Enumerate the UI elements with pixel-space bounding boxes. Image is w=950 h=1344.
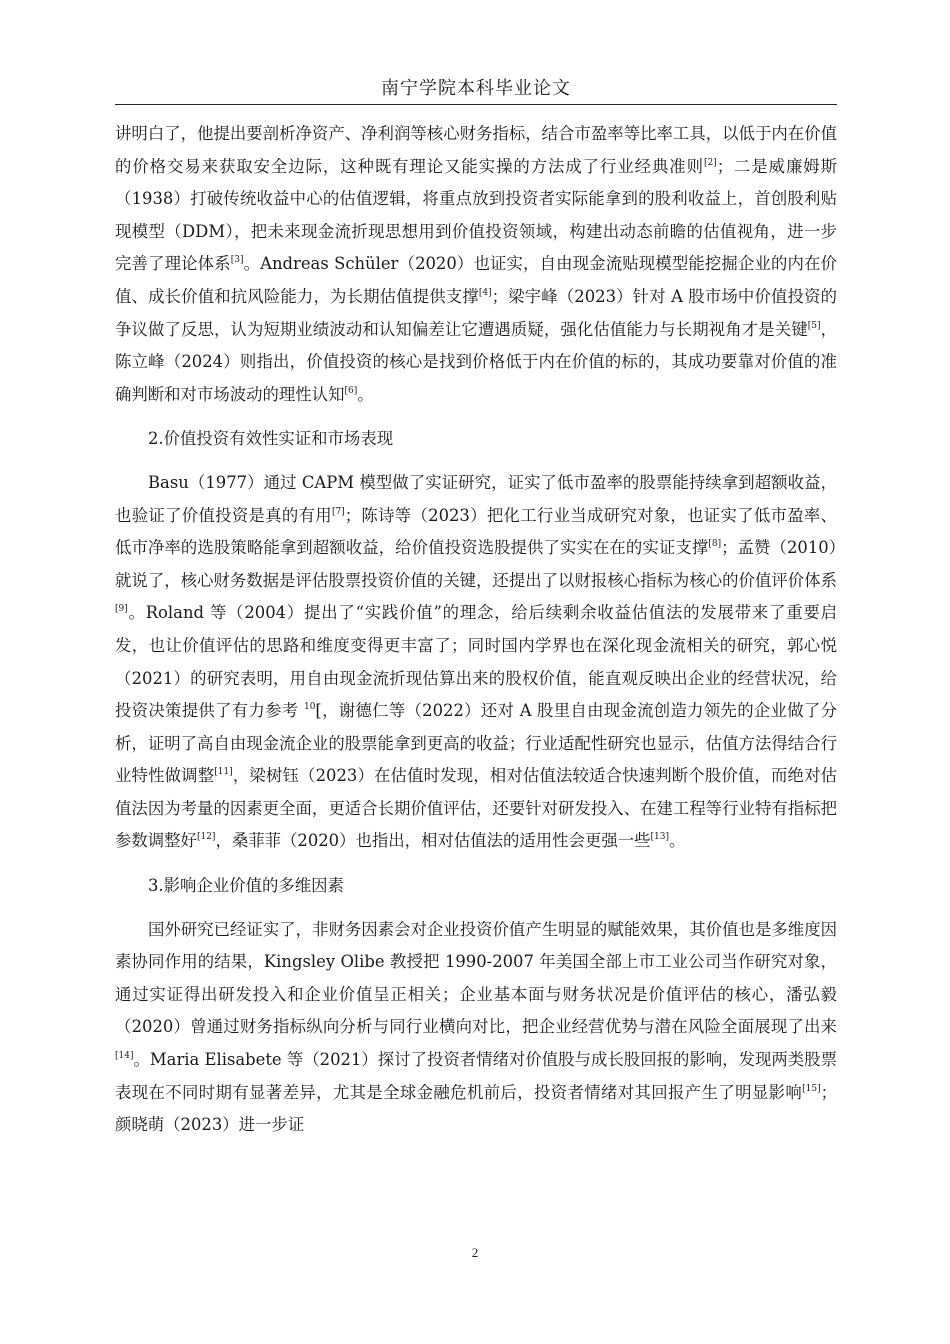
text-run: ；陈诗等（2023）把化工行业当成研究对象，也证实了低市盈率、低市净率的选股策略能拿到超额收益，给价值投资选股提供了实实在在的实证支撑 xyxy=(115,505,837,558)
section-heading-3: 3.影响企业价值的多维因素 xyxy=(148,876,344,896)
paragraph-value-factors xyxy=(115,914,837,1142)
text-run: 讲明白了，他提出要剖析净资产、净利润等核心财务指标，结合市盈率等比率工具，以低于内在价值的价格交易来获取安全边际，这种既有理论又能实操的方法成了行业经典准则 xyxy=(115,124,837,176)
citation: [15] xyxy=(802,1083,821,1094)
text-run: 。Andreas Schüler（2020）也证实，自由现金流贴现模型能挖掘企业的内在价值、成长价值和抗风险能力，为长期估值提供支撑 xyxy=(115,254,837,306)
text-run: [，谢德仁等（2022）还对 A 股里自由现金流创造力领先的企业做了分析，证明了高自由现金流企业的股票能拿到更高的收益；行业适配性研究也显示，估值方法得结合行业特性做调整 xyxy=(115,701,837,786)
citation: [9] xyxy=(115,604,128,615)
citation: [12] xyxy=(196,832,216,843)
citation: [3] xyxy=(230,255,244,266)
text-run: 。 xyxy=(357,384,374,404)
text-run: ；梁宇峰（2023）针对 A 股市场中价值投资的争议做了反思，认为短期业绩波动和认知偏差让它遭遇质疑，强化估值能力与长期视角才是关键 xyxy=(115,286,837,339)
paragraph-empirical-evidence xyxy=(115,467,837,858)
text-run: ；颜晓萌（2023）进一步证 xyxy=(115,1082,837,1135)
paragraph-value-investing-theory xyxy=(115,118,837,411)
citation: [13] xyxy=(650,832,670,843)
text-run: 。Roland 等（2004）提出了“实践价值”的理念，给后续剩余收益估值法的发展带来了重要启发，也让价值评估的思路和维度变得更丰富了；同时国内学界也在深化现金流相关的研究，郭心悦（2021）的研究表明，用自由现金流折现估算出来的股权价值，能直观反映出企业的经营状况，给投资决策提供了有力参考 xyxy=(115,603,837,721)
text-run: ，陈立峰（2024）则指出，价值投资的核心是找到价格低于内在价值的标的，其成功要靠对价值的准确判断和对市场波动的理性认知 xyxy=(115,319,838,404)
header-rule xyxy=(115,104,837,105)
text-run: 国外研究已经证实了，非财务因素会对企业投资价值产生明显的赋能效果，其价值也是多维度因素协同作用的结果，Kingsley Olibe 教授把 1990-2007 年美国全部上市工业公司当作研究对象，通过实证得出研发投入和企业价值呈正相关；企业基本面与财务状况是价值评估的核心，潘弘毅（2020）曾通过财务指标纵向分析与同行业横向对比，把企业经营优势与潜在风险全面展现了出来 xyxy=(115,919,837,1037)
text-run: ，梁树钰（2023）在估值时发现，相对估值法较适合快速判断个股价值，而绝对估值法因为考量的因素更全面，更适合长期价值评估，还要针对研发投入、在建工程等行业特有指标把参数调整好 xyxy=(115,766,837,851)
citation: [7] xyxy=(331,506,345,517)
text-run: ；二是威廉姆斯（1938）打破传统收益中心的估值逻辑，将重点放到投资者实际能拿到的股利收益上，首创股利贴现模型（DDM），把未来现金流折现思想用到价值投资领域，构建出动态前瞻的估值视角，进一步完善了理论体系 xyxy=(115,156,838,274)
citation: [14] xyxy=(115,1051,134,1062)
citation: [8] xyxy=(708,539,722,550)
citation: [5] xyxy=(807,320,821,331)
text-run: ，桑菲菲（2020）也指出，相对估值法的适用性会更强一些 xyxy=(215,831,651,851)
text-run: ；孟赞（2010）就说了，核心财务数据是评估股票投资价值的关键，还提出了以财报核心指标为核心的价值评价体系 xyxy=(115,538,837,590)
text-run: 。 xyxy=(669,831,686,851)
citation: [4] xyxy=(478,287,492,298)
text-run: 。Maria Elisabete 等（2021）探讨了投资者情绪对价值股与成长股回报的影响，发现两类股票表现在不同时期有显著差异，尤其是全球金融危机前后，投资者情绪对其回报产生了明显影响 xyxy=(115,1050,837,1102)
citation: [11] xyxy=(214,767,233,778)
page-body xyxy=(115,118,837,1142)
section-heading-2: 2.价值投资有效性实证和市场表现 xyxy=(148,429,394,449)
citation: 10 xyxy=(303,702,316,713)
citation: [2] xyxy=(703,157,717,168)
citation: [6] xyxy=(344,385,358,396)
text-run: Basu（1977）通过 CAPM 模型做了实证研究，证实了低市盈率的股票能持续拿到超额收益，也验证了价值投资是真的有用 xyxy=(115,472,837,525)
page-number: 2 xyxy=(471,1245,479,1260)
running-header: 南宁学院本科毕业论文 xyxy=(381,78,571,99)
